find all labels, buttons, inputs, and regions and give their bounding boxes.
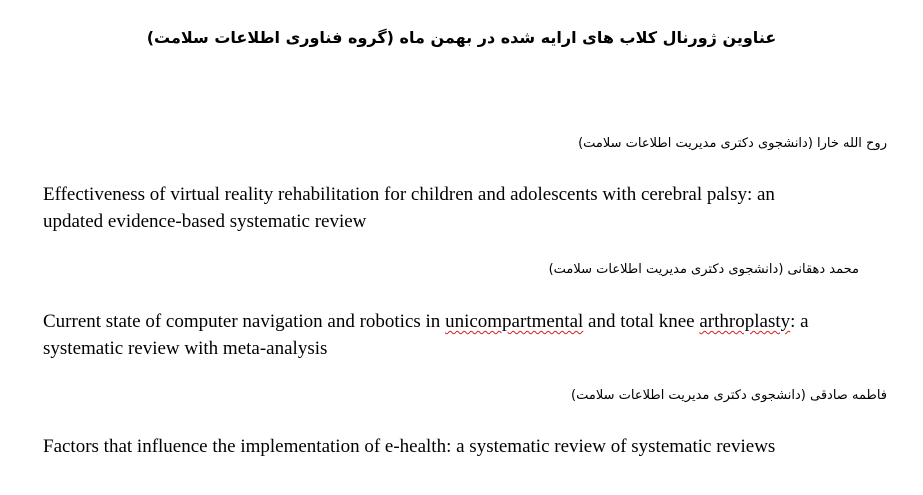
paper-title-line: Factors that influence the implementation of e-health: a systematic review of systematic reviews xyxy=(43,436,776,457)
misspelled-word[interactable]: unicompartmental xyxy=(445,311,584,332)
paper-title-text: : a xyxy=(790,311,809,332)
presenter-name: محمد دهقانی (دانشجوی دکتری مدیریت اطلاعات سلامت) xyxy=(548,262,859,277)
paper-title-text: and total knee xyxy=(583,311,700,332)
presenter-name: فاطمه صادقی (دانشجوی دکتری مدیریت اطلاعات سلامت) xyxy=(571,388,887,403)
document-title: عناوین ژورنال کلاب های ارایه شده در بهمن ماه (گروه فناوری اطلاعات سلامت) xyxy=(146,28,777,47)
paper-title-line: Effectiveness of virtual reality rehabilitation for children and adolescents with cerebral palsy: an xyxy=(43,184,775,205)
paper-title-line: updated evidence-based systematic review xyxy=(43,211,367,232)
paper-title-text: Current state of computer navigation and robotics in xyxy=(43,311,446,332)
presenter-name: روح الله خارا (دانشجوی دکتری مدیریت اطلاعات سلامت) xyxy=(578,136,887,151)
paper-title-line: systematic review with meta-analysis xyxy=(43,338,328,359)
paper-title xyxy=(43,433,893,460)
paper-title xyxy=(43,308,893,362)
paper-title xyxy=(43,181,893,235)
misspelled-word[interactable]: arthroplasty xyxy=(699,311,791,332)
